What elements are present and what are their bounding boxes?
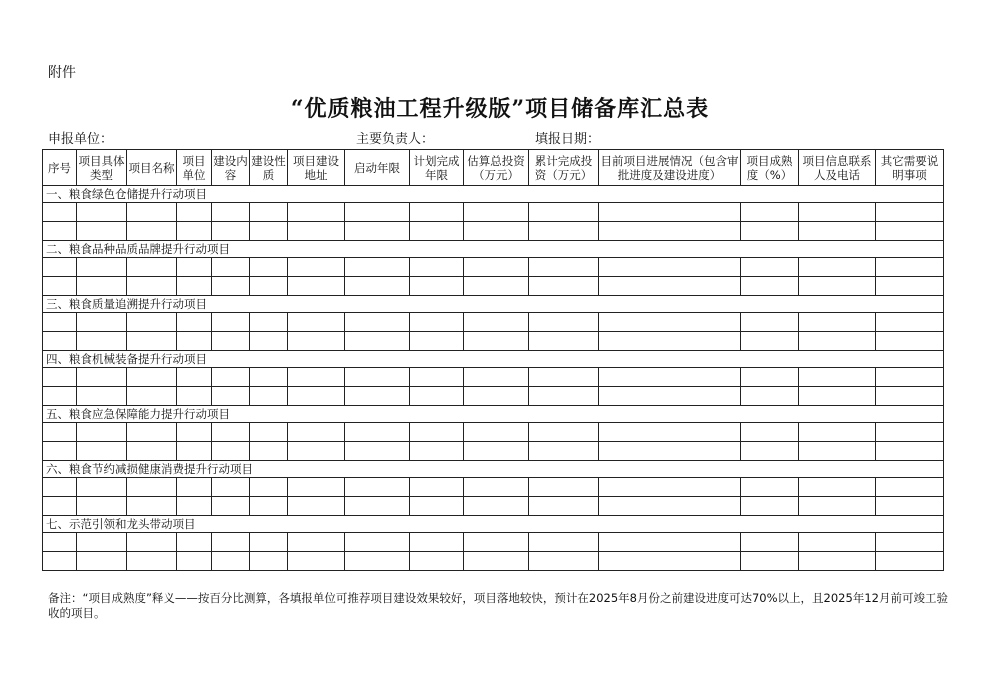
table-cell[interactable] <box>599 277 741 296</box>
table-row <box>43 533 944 552</box>
table-row <box>43 203 944 222</box>
section-row <box>43 241 944 258</box>
col-header-construction-address: 项目建设地址 <box>288 150 345 186</box>
table-cell[interactable] <box>599 497 741 516</box>
table-cell[interactable] <box>599 478 741 497</box>
section-title: 一、粮食绿色仓储提升行动项目 <box>43 186 944 203</box>
table-cell[interactable] <box>212 277 250 296</box>
table-cell[interactable] <box>250 332 288 351</box>
table-cell[interactable] <box>876 442 944 461</box>
table-cell[interactable] <box>212 313 250 332</box>
page-title: “优质粮油工程升级版”项目储备库汇总表 <box>290 96 710 122</box>
table-cell[interactable] <box>529 423 599 442</box>
table-cell[interactable] <box>599 222 741 241</box>
col-header-construction-content: 建设内容 <box>212 150 250 186</box>
table-cell[interactable] <box>529 277 599 296</box>
table-cell[interactable] <box>799 442 876 461</box>
col-header-estimated-investment: 估算总投资（万元） <box>464 150 529 186</box>
table-cell[interactable] <box>250 478 288 497</box>
table-cell[interactable] <box>43 442 77 461</box>
table-cell[interactable] <box>799 258 876 277</box>
table-cell[interactable] <box>464 203 529 222</box>
table-cell[interactable] <box>599 423 741 442</box>
table-cell[interactable] <box>288 533 345 552</box>
table-cell[interactable] <box>345 277 410 296</box>
table-cell[interactable] <box>127 442 177 461</box>
table-cell[interactable] <box>345 313 410 332</box>
table-cell[interactable] <box>177 387 212 406</box>
table-cell[interactable] <box>464 533 529 552</box>
table-row <box>43 442 944 461</box>
table-cell[interactable] <box>288 313 345 332</box>
table-cell[interactable] <box>43 332 77 351</box>
table-cell[interactable] <box>177 258 212 277</box>
table-row <box>43 222 944 241</box>
table-row <box>43 368 944 387</box>
table-cell[interactable] <box>799 313 876 332</box>
table-cell[interactable] <box>410 203 464 222</box>
table-cell[interactable] <box>127 478 177 497</box>
table-cell[interactable] <box>464 332 529 351</box>
table-cell[interactable] <box>177 533 212 552</box>
table-cell[interactable] <box>410 258 464 277</box>
table-cell[interactable] <box>799 387 876 406</box>
table-row <box>43 497 944 516</box>
table-cell[interactable] <box>43 423 77 442</box>
table-cell[interactable] <box>876 222 944 241</box>
table-cell[interactable] <box>177 368 212 387</box>
table-cell[interactable] <box>599 533 741 552</box>
table-cell[interactable] <box>127 258 177 277</box>
attachment-label: 附件 <box>48 65 76 81</box>
table-cell[interactable] <box>77 203 127 222</box>
section-title: 三、粮食质量追溯提升行动项目 <box>43 296 944 313</box>
table-cell[interactable] <box>127 313 177 332</box>
section-title: 五、粮食应急保障能力提升行动项目 <box>43 406 944 423</box>
table-cell[interactable] <box>741 368 799 387</box>
section-title: 六、粮食节约减损健康消费提升行动项目 <box>43 461 944 478</box>
table-cell[interactable] <box>77 533 127 552</box>
table-cell[interactable] <box>127 497 177 516</box>
col-header-project-name: 项目名称 <box>127 150 177 186</box>
table-cell[interactable] <box>127 277 177 296</box>
table-cell[interactable] <box>876 478 944 497</box>
table-cell[interactable] <box>288 222 345 241</box>
table-cell[interactable] <box>127 533 177 552</box>
table-cell[interactable] <box>77 332 127 351</box>
table-cell[interactable] <box>741 478 799 497</box>
table-cell[interactable] <box>177 497 212 516</box>
table-cell[interactable] <box>43 222 77 241</box>
table-cell[interactable] <box>77 497 127 516</box>
table-cell[interactable] <box>177 203 212 222</box>
section-row <box>43 406 944 423</box>
table-cell[interactable] <box>741 552 799 571</box>
table-cell[interactable] <box>599 332 741 351</box>
principal-leader-label: 主要负责人： <box>356 132 435 147</box>
table-cell[interactable] <box>799 368 876 387</box>
table-cell[interactable] <box>177 423 212 442</box>
table-cell[interactable] <box>127 387 177 406</box>
table-cell[interactable] <box>77 552 127 571</box>
table-cell[interactable] <box>212 332 250 351</box>
table-cell[interactable] <box>741 497 799 516</box>
table-cell[interactable] <box>876 368 944 387</box>
table-cell[interactable] <box>876 423 944 442</box>
table-cell[interactable] <box>464 387 529 406</box>
table-cell[interactable] <box>410 533 464 552</box>
table-cell[interactable] <box>345 387 410 406</box>
table-cell[interactable] <box>288 552 345 571</box>
table-cell[interactable] <box>345 552 410 571</box>
table-cell[interactable] <box>345 368 410 387</box>
table-cell[interactable] <box>876 277 944 296</box>
table-cell[interactable] <box>799 277 876 296</box>
table-cell[interactable] <box>529 387 599 406</box>
table-cell[interactable] <box>410 552 464 571</box>
table-cell[interactable] <box>529 478 599 497</box>
table-cell[interactable] <box>288 423 345 442</box>
table-cell[interactable] <box>77 423 127 442</box>
table-cell[interactable] <box>288 478 345 497</box>
table-cell[interactable] <box>876 497 944 516</box>
table-cell[interactable] <box>876 387 944 406</box>
table-cell[interactable] <box>250 313 288 332</box>
table-cell[interactable] <box>250 258 288 277</box>
table-cell[interactable] <box>250 552 288 571</box>
table-cell[interactable] <box>464 277 529 296</box>
table-cell[interactable] <box>529 203 599 222</box>
col-header-other-notes: 其它需要说明事项 <box>876 150 944 186</box>
table-cell[interactable] <box>127 552 177 571</box>
table-cell[interactable] <box>741 277 799 296</box>
table-cell[interactable] <box>464 368 529 387</box>
section-row <box>43 516 944 533</box>
table-cell[interactable] <box>529 497 599 516</box>
table-cell[interactable] <box>529 332 599 351</box>
table-cell[interactable] <box>464 258 529 277</box>
section-title: 二、粮食品种品质品牌提升行动项目 <box>43 241 944 258</box>
table-cell[interactable] <box>212 533 250 552</box>
table-cell[interactable] <box>212 387 250 406</box>
table-cell[interactable] <box>288 387 345 406</box>
col-header-progress-status: 目前项目进展情况（包含审批进度及建设进度） <box>599 150 741 186</box>
table-cell[interactable] <box>741 258 799 277</box>
col-header-project-unit: 项目单位 <box>177 150 212 186</box>
table-cell[interactable] <box>799 332 876 351</box>
table-cell[interactable] <box>876 203 944 222</box>
table-header-row <box>43 150 944 186</box>
table-cell[interactable] <box>741 387 799 406</box>
table-cell[interactable] <box>127 222 177 241</box>
table-cell[interactable] <box>127 203 177 222</box>
table-row <box>43 552 944 571</box>
table-cell[interactable] <box>741 313 799 332</box>
table-cell[interactable] <box>177 478 212 497</box>
table-cell[interactable] <box>410 387 464 406</box>
table-cell[interactable] <box>250 222 288 241</box>
table-cell[interactable] <box>529 533 599 552</box>
table-cell[interactable] <box>345 423 410 442</box>
table-cell[interactable] <box>799 222 876 241</box>
table-cell[interactable] <box>177 222 212 241</box>
table-cell[interactable] <box>212 552 250 571</box>
table-cell[interactable] <box>288 368 345 387</box>
table-cell[interactable] <box>741 203 799 222</box>
table-row <box>43 387 944 406</box>
table-cell[interactable] <box>288 203 345 222</box>
table-cell[interactable] <box>410 442 464 461</box>
table-cell[interactable] <box>212 478 250 497</box>
table-cell[interactable] <box>410 497 464 516</box>
table-row <box>43 258 944 277</box>
table-cell[interactable] <box>410 423 464 442</box>
table-cell[interactable] <box>288 442 345 461</box>
table-cell[interactable] <box>43 258 77 277</box>
table-cell[interactable] <box>250 203 288 222</box>
table-cell[interactable] <box>177 277 212 296</box>
table-cell[interactable] <box>799 478 876 497</box>
col-header-start-year: 启动年限 <box>345 150 410 186</box>
section-row <box>43 461 944 478</box>
table-cell[interactable] <box>799 497 876 516</box>
table-cell[interactable] <box>876 552 944 571</box>
table-cell[interactable] <box>250 368 288 387</box>
table-cell[interactable] <box>288 277 345 296</box>
table-cell[interactable] <box>799 423 876 442</box>
table-cell[interactable] <box>464 552 529 571</box>
table-cell[interactable] <box>212 368 250 387</box>
summary-table <box>42 149 944 571</box>
table-cell[interactable] <box>599 442 741 461</box>
table-cell[interactable] <box>464 313 529 332</box>
table-cell[interactable] <box>77 258 127 277</box>
table-cell[interactable] <box>77 478 127 497</box>
table-cell[interactable] <box>345 497 410 516</box>
table-cell[interactable] <box>410 313 464 332</box>
table-cell[interactable] <box>876 258 944 277</box>
table-cell[interactable] <box>77 387 127 406</box>
table-cell[interactable] <box>43 533 77 552</box>
table-cell[interactable] <box>345 478 410 497</box>
table-cell[interactable] <box>43 387 77 406</box>
table-row <box>43 332 944 351</box>
table-cell[interactable] <box>212 258 250 277</box>
table-cell[interactable] <box>43 277 77 296</box>
table-cell[interactable] <box>876 332 944 351</box>
table-cell[interactable] <box>410 478 464 497</box>
table-cell[interactable] <box>212 497 250 516</box>
table-cell[interactable] <box>529 313 599 332</box>
table-cell[interactable] <box>741 332 799 351</box>
table-cell[interactable] <box>599 552 741 571</box>
table-cell[interactable] <box>212 423 250 442</box>
col-header-maturity: 项目成熟度（%） <box>741 150 799 186</box>
table-cell[interactable] <box>77 313 127 332</box>
table-row <box>43 423 944 442</box>
table-cell[interactable] <box>177 313 212 332</box>
table-cell[interactable] <box>529 442 599 461</box>
table-cell[interactable] <box>464 423 529 442</box>
table-cell[interactable] <box>288 497 345 516</box>
table-cell[interactable] <box>250 442 288 461</box>
table-cell[interactable] <box>177 332 212 351</box>
table-cell[interactable] <box>741 423 799 442</box>
section-title: 四、粮食机械装备提升行动项目 <box>43 351 944 368</box>
table-cell[interactable] <box>77 277 127 296</box>
table-cell[interactable] <box>177 552 212 571</box>
table-cell[interactable] <box>599 258 741 277</box>
table-cell[interactable] <box>345 533 410 552</box>
table-cell[interactable] <box>77 222 127 241</box>
table-cell[interactable] <box>599 368 741 387</box>
table-cell[interactable] <box>876 313 944 332</box>
table-cell[interactable] <box>250 387 288 406</box>
col-header-construction-nature: 建设性质 <box>250 150 288 186</box>
section-title: 七、示范引领和龙头带动项目 <box>43 516 944 533</box>
table-cell[interactable] <box>43 497 77 516</box>
col-header-project-type: 项目具体类型 <box>77 150 127 186</box>
table-cell[interactable] <box>876 533 944 552</box>
table-cell[interactable] <box>410 222 464 241</box>
table-row <box>43 313 944 332</box>
applicant-unit-label: 申报单位： <box>48 132 114 147</box>
table-cell[interactable] <box>410 368 464 387</box>
table-cell[interactable] <box>799 203 876 222</box>
table-cell[interactable] <box>212 222 250 241</box>
col-header-index: 序号 <box>43 150 77 186</box>
table-cell[interactable] <box>529 222 599 241</box>
table-cell[interactable] <box>212 203 250 222</box>
table-cell[interactable] <box>43 368 77 387</box>
table-cell[interactable] <box>345 442 410 461</box>
section-row <box>43 351 944 368</box>
table-cell[interactable] <box>529 552 599 571</box>
table-cell[interactable] <box>529 368 599 387</box>
table-cell[interactable] <box>250 423 288 442</box>
table-cell[interactable] <box>250 277 288 296</box>
table-cell[interactable] <box>741 222 799 241</box>
table-cell[interactable] <box>127 332 177 351</box>
table-cell[interactable] <box>288 258 345 277</box>
col-header-planned-completion: 计划完成年限 <box>410 150 464 186</box>
table-cell[interactable] <box>741 442 799 461</box>
fill-date-label: 填报日期： <box>535 132 601 147</box>
table-cell[interactable] <box>345 222 410 241</box>
table-row <box>43 478 944 497</box>
table-cell[interactable] <box>177 442 212 461</box>
table-cell[interactable] <box>288 332 345 351</box>
table-cell[interactable] <box>529 258 599 277</box>
table-cell[interactable] <box>43 478 77 497</box>
section-row <box>43 296 944 313</box>
table-cell[interactable] <box>410 277 464 296</box>
table-cell[interactable] <box>464 497 529 516</box>
table-cell[interactable] <box>599 203 741 222</box>
table-cell[interactable] <box>43 552 77 571</box>
table-cell[interactable] <box>77 442 127 461</box>
table-cell[interactable] <box>345 332 410 351</box>
table-cell[interactable] <box>464 442 529 461</box>
remark-note: 备注：“项目成熟度”释义——按百分比测算，各填报单位可推荐项目建设效果较好，项目落地较快，预计在2025年8月份之前建设进度可达70%以上，且2025年12月前可竣工验收的项目。 <box>48 591 948 620</box>
col-header-cumulative-investment: 累计完成投资（万元） <box>529 150 599 186</box>
table-cell[interactable] <box>599 387 741 406</box>
table-cell[interactable] <box>799 533 876 552</box>
table-cell[interactable] <box>410 332 464 351</box>
table-cell[interactable] <box>345 203 410 222</box>
table-cell[interactable] <box>127 423 177 442</box>
table-cell[interactable] <box>250 533 288 552</box>
table-cell[interactable] <box>77 368 127 387</box>
table-cell[interactable] <box>741 533 799 552</box>
section-row <box>43 186 944 203</box>
table-cell[interactable] <box>43 203 77 222</box>
table-cell[interactable] <box>799 552 876 571</box>
table-cell[interactable] <box>599 313 741 332</box>
table-cell[interactable] <box>345 258 410 277</box>
table-row <box>43 277 944 296</box>
table-cell[interactable] <box>250 497 288 516</box>
table-cell[interactable] <box>464 222 529 241</box>
table-cell[interactable] <box>127 368 177 387</box>
table-cell[interactable] <box>43 313 77 332</box>
col-header-contact: 项目信息联系人及电话 <box>799 150 876 186</box>
table-cell[interactable] <box>212 442 250 461</box>
table-cell[interactable] <box>464 478 529 497</box>
